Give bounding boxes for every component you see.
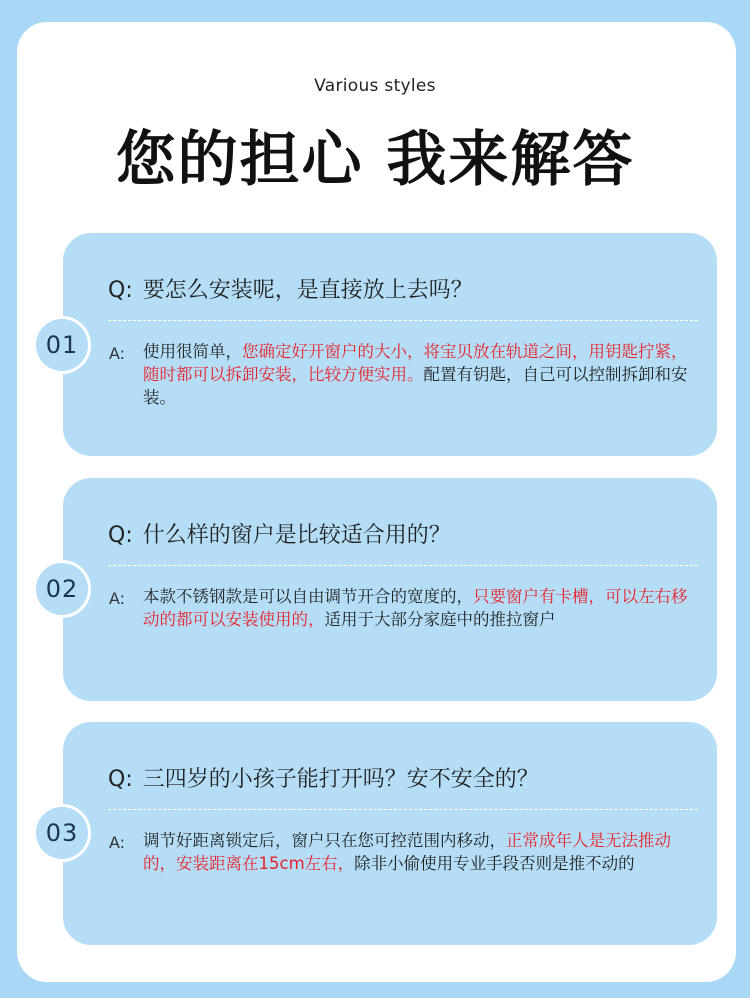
faq-answer (143, 340, 703, 409)
number-badge: 02 (33, 560, 91, 618)
faq-answer (143, 585, 703, 631)
answer-text: 使用很简单， (143, 342, 242, 361)
question-text: 三四岁的小孩子能打开吗？安不安全的？ (142, 767, 539, 792)
answer-prefix: A: (109, 589, 126, 608)
answer-highlight: 只要窗户有卡槽，可以左右移动的都可以安装使用的， (143, 587, 688, 629)
answer-text: 除非小偷使用专业手段否则是推不动的 (354, 854, 635, 873)
answer-prefix: A: (109, 344, 126, 363)
question-prefix: Q: (108, 767, 133, 792)
page-title: 您的担心 我来解答 (115, 125, 635, 195)
answer-text: 调节好距离锁定后，窗户只在您可控范围内移动， (143, 831, 506, 850)
subtitle: Various styles (314, 76, 436, 96)
question-text: 什么样的窗户是比较适合用的？ (142, 523, 451, 548)
faq-question (108, 518, 451, 549)
answer-text: 适用于大部分家庭中的推拉窗户 (324, 610, 556, 629)
divider (108, 320, 698, 321)
divider (108, 809, 698, 810)
divider (108, 565, 698, 566)
question-prefix: Q: (108, 278, 133, 303)
answer-prefix: A: (109, 833, 126, 852)
answer-highlight: 正常成年人是无法推动的，安装距离在15cm左右， (143, 831, 671, 873)
answer-highlight: 您确定好开窗户的大小，将宝贝放在轨道之间，用钥匙拧紧，随时都可以拆卸安装，比较方便实用。 (143, 342, 688, 384)
faq-question (108, 762, 539, 793)
faq-item-1 (63, 233, 717, 456)
number-badge: 01 (33, 316, 91, 374)
faq-item-2 (63, 478, 717, 701)
answer-text: 本款不锈钢款是可以自由调节开合的宽度的， (143, 587, 473, 606)
answer-text: 配置有钥匙，自己可以控制拆卸和安装。 (143, 365, 688, 407)
question-prefix: Q: (108, 523, 133, 548)
question-text: 要怎么安装呢，是直接放上去吗？ (142, 278, 473, 303)
faq-answer (143, 829, 703, 875)
faq-item-3 (63, 722, 717, 945)
faq-question (108, 273, 473, 304)
number-badge: 03 (33, 804, 91, 862)
